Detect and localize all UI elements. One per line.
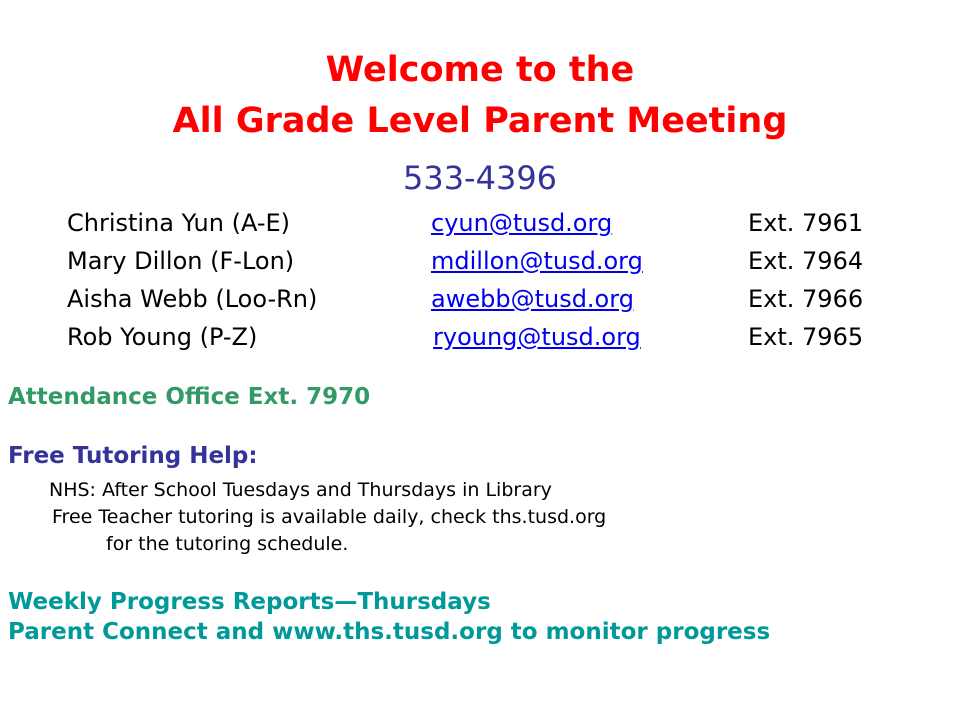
contact-name: Aisha Webb (Loo-Rn): [67, 285, 318, 313]
parent-connect-info: Parent Connect and www.ths.tusd.org to monitor progress: [8, 619, 771, 645]
weekly-progress-reports: Weekly Progress Reports—Thursdays: [8, 589, 491, 615]
contact-row: [67, 320, 927, 354]
contact-email-link[interactable]: mdillon@tusd.org: [431, 247, 643, 275]
contact-row: [67, 282, 927, 316]
title-line-1: Welcome to the: [325, 50, 635, 90]
contact-row: [67, 206, 927, 240]
contact-email-link[interactable]: ryoung@tusd.org: [433, 323, 641, 351]
main-phone-number: 533-4396: [402, 159, 558, 197]
tutoring-line: Free Teacher tutoring is available daily, check ths.tusd.org: [52, 506, 607, 528]
contact-extension: Ext. 7966: [748, 285, 864, 313]
contact-name: Christina Yun (A-E): [67, 209, 291, 237]
tutoring-line: NHS: After School Tuesdays and Thursdays in Library: [49, 479, 552, 501]
contact-row: [67, 244, 927, 278]
tutoring-line: for the tutoring schedule.: [106, 533, 349, 555]
contact-email-link[interactable]: awebb@tusd.org: [431, 285, 634, 313]
contact-extension: Ext. 7965: [748, 323, 864, 351]
contact-extension: Ext. 7964: [748, 247, 864, 275]
contact-name: Mary Dillon (F-Lon): [67, 247, 295, 275]
contact-name: Rob Young (P-Z): [67, 323, 258, 351]
contact-email-link[interactable]: cyun@tusd.org: [431, 209, 613, 237]
contact-extension: Ext. 7961: [748, 209, 864, 237]
tutoring-heading: Free Tutoring Help:: [8, 443, 258, 469]
attendance-office: Attendance Office Ext. 7970: [8, 384, 371, 410]
title-line-2: All Grade Level Parent Meeting: [172, 101, 788, 141]
